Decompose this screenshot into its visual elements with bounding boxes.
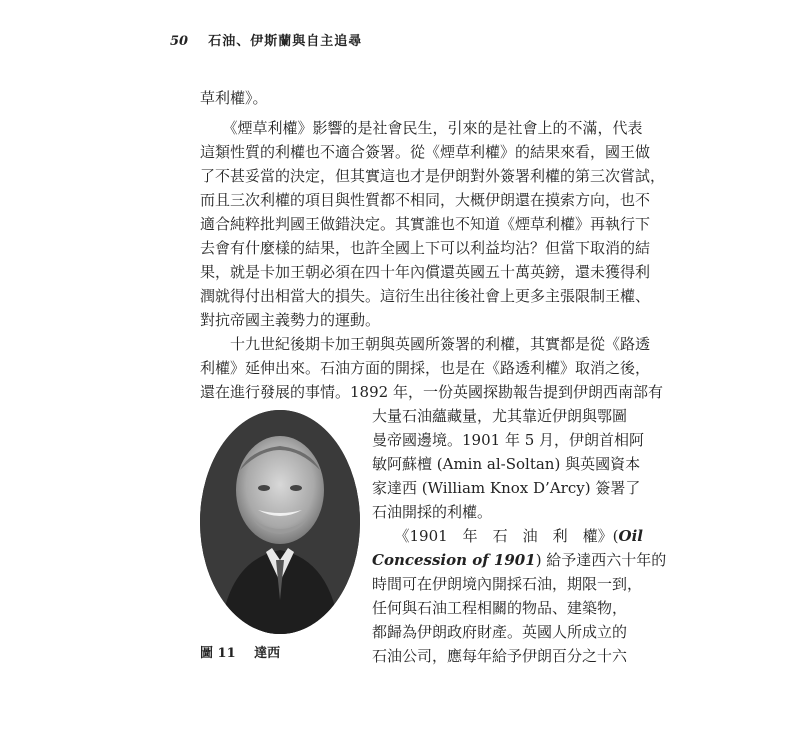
text-line: 敏阿蘇檀 (Amin al-Soltan) 與英國資本 (372, 455, 641, 473)
figure-caption (200, 642, 280, 661)
text-line: 曼帝國邊境。1901 年 5 月，伊朗首相阿 (372, 431, 645, 449)
text-line: 《煙草利權》影響的是社會民生，引來的是社會上的不滿，代表 (200, 119, 643, 137)
text-line: 適合純粹批判國王做錯決定。其實誰也不知道《煙草利權》再執行下 (200, 215, 651, 233)
text-line: 《1901 年 石 油 利 權》(Oil (372, 527, 643, 545)
figure-label: 圖 11 (200, 646, 236, 661)
italic-title: Concession of 1901 (372, 551, 536, 569)
portrait-photo (200, 410, 360, 634)
text-line: 家達西 (William Knox D’Arcy) 簽署了 (372, 479, 641, 497)
italic-title: Oil (618, 527, 643, 545)
portrait-illustration (200, 410, 360, 634)
text-line: 果，就是卡加王朝必須在四十年內償還英國五十萬英鎊，還未獲得利 (200, 263, 651, 281)
text-line: 還在進行發展的事情。1892 年，一份英國探勘報告提到伊朗西南部有 (200, 383, 663, 401)
text-line: 利權》延伸出來。石油方面的開採，也是在《路透利權》取消之後， (200, 359, 651, 377)
text-line: 都歸為伊朗政府財產。英國人所成立的 (372, 623, 628, 641)
text-line: 大量石油蘊藏量，尤其靠近伊朗與鄂圖 (372, 407, 628, 425)
text-line: 時間可在伊朗境內開採石油，期限一到， (372, 575, 643, 593)
page-number: 50 (170, 34, 189, 49)
text-line: Concession of 1901) 給予達西六十年的 (372, 551, 667, 569)
text-line: 草利權》。 (200, 89, 268, 107)
text-line: 去會有什麼樣的結果，也許全國上下可以利益均沾？但當下取消的結 (200, 239, 651, 257)
text-line: 潤就得付出相當大的損失。這衍生出往後社會上更多主張限制王權、 (200, 287, 651, 305)
text-line: 這類性質的利權也不適合簽署。從《煙草利權》的結果來看，國王做 (200, 143, 651, 161)
text-line: 石油公司，應每年給予伊朗百分之十六 (372, 647, 628, 665)
running-title: 石油、伊斯蘭與自主追尋 (208, 34, 363, 49)
text-line: 任何與石油工程相關的物品、建築物， (372, 599, 628, 617)
figure-caption-text: 達西 (254, 646, 281, 661)
running-header (170, 30, 362, 49)
text-line: 石油開採的利權。 (372, 503, 493, 521)
text-line: 對抗帝國主義勢力的運動。 (200, 311, 381, 329)
text-line: 十九世紀後期卡加王朝與英國所簽署的利權，其實都是從《路透 (200, 335, 651, 353)
text-line: 了不甚妥當的決定，但其實這也才是伊朗對外簽署利權的第三次嘗試， (200, 167, 666, 185)
text-line: 而且三次利權的項目與性質都不相同，大概伊朗還在摸索方向，也不 (200, 191, 651, 209)
